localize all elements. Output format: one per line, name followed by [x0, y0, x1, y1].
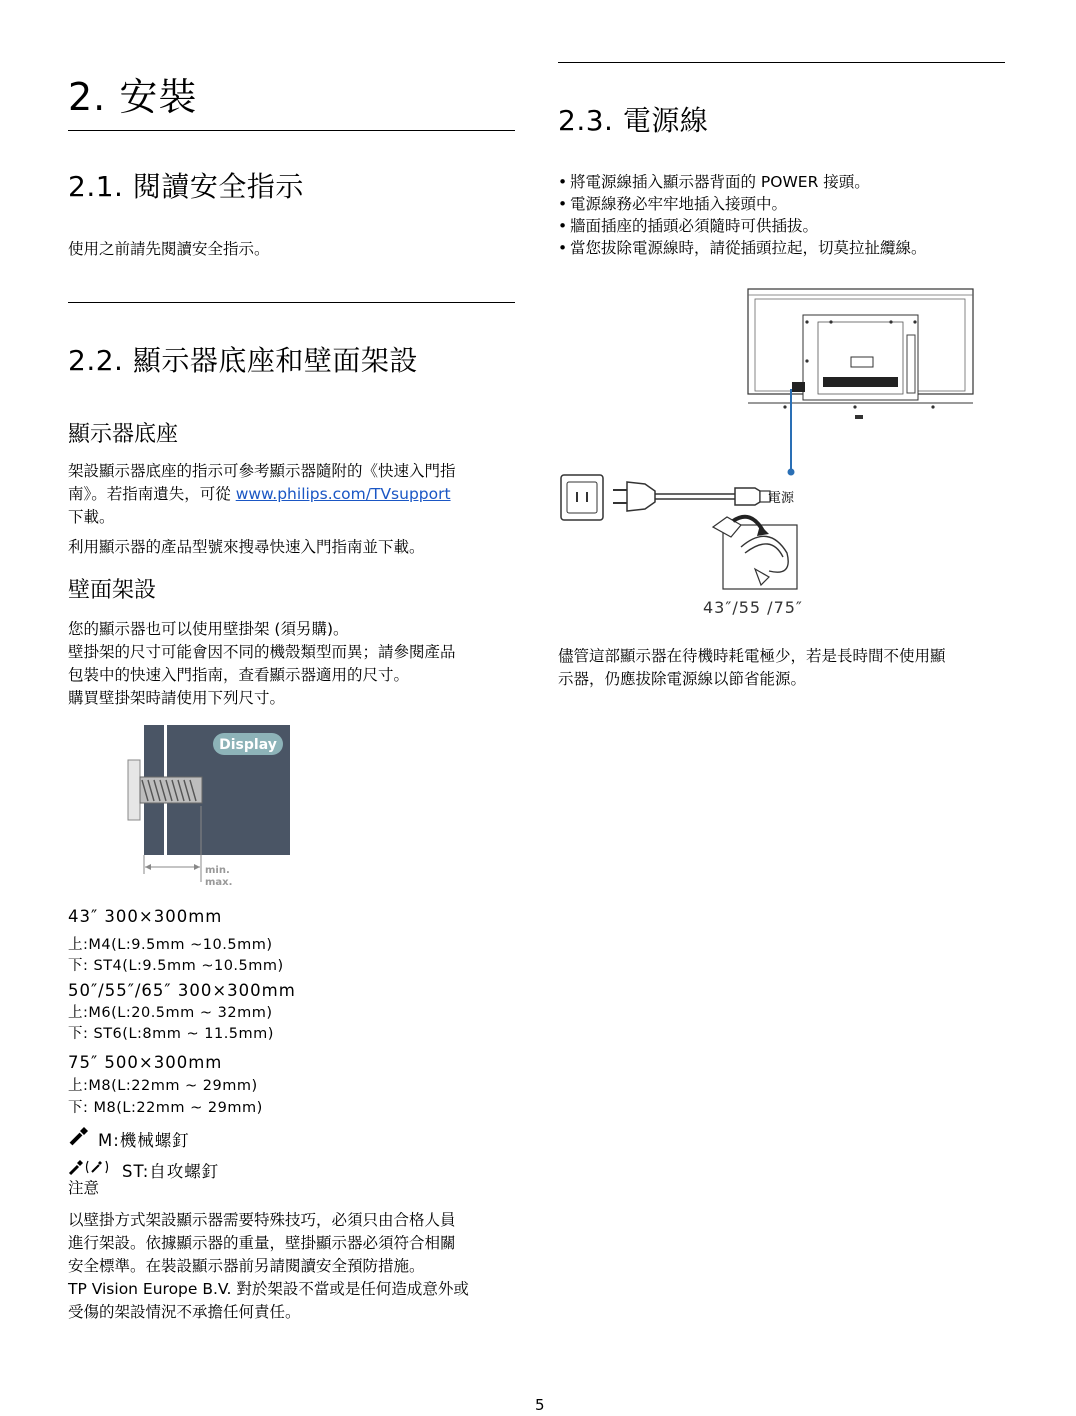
- wall-line: 您的顯示器也可以使用壁掛架 (須另購)。: [68, 620, 349, 638]
- power-label: 電源: [768, 491, 795, 506]
- spec-line: 上:M4(L:9.5mm ~10.5mm): [68, 937, 273, 953]
- stand-line-1: 架設顯示器底座的指示可參考顯示器隨附的《快速入門指: [68, 462, 456, 480]
- stand-line-2: [68, 483, 518, 506]
- note-heading: 注意: [68, 1179, 100, 1197]
- model-sizes-label: 43″/55 /75″: [703, 598, 803, 615]
- spec-head-43: 43″ 300×300mm: [68, 907, 223, 926]
- spec-line: 下: ST6(L:8mm ~ 11.5mm): [68, 1026, 274, 1042]
- wall-paragraph: [68, 618, 518, 710]
- stand-paragraph: [68, 460, 518, 529]
- section-2-1-text: 使用之前請先閱讀安全指示。: [68, 240, 270, 258]
- bullet-item: • 當您拔除電源線時，請從插頭拉起，切莫拉扯纜線。: [558, 237, 927, 259]
- stand-heading: 顯示器底座: [68, 422, 179, 447]
- spec-line: 下: M8(L:22mm ~ 29mm): [68, 1100, 263, 1116]
- bullet-item: • 將電源線插入顯示器背面的 POWER 接頭。: [558, 171, 927, 193]
- note-line: 以壁掛方式架設顯示器需要特殊技巧，必須只由合格人員: [68, 1211, 456, 1229]
- standby-line: 示器，仍應拔除電源線以節省能源。: [558, 670, 807, 688]
- section-2-2-title: 2.2. 顯示器底座和壁面架設: [68, 344, 418, 377]
- wall-line: 購買壁掛架時請使用下列尺寸。: [68, 689, 286, 707]
- bullet-item: • 電源線務必牢牢地插入接頭中。: [558, 193, 927, 215]
- spec-head-50-55-65: 50″/55″/65″ 300×300mm: [68, 981, 296, 1000]
- page-number: 5: [535, 1396, 545, 1414]
- note-line: TP Vision Europe B.V. 對於架設不當或是任何造成意外或: [68, 1280, 469, 1298]
- max-label: max.: [205, 877, 233, 888]
- wall-plate: [128, 760, 140, 820]
- stand-paragraph-2: 利用顯示器的產品型號來搜尋快速入門指南並下載。: [68, 538, 425, 556]
- power-cord-bullets: [558, 171, 927, 259]
- section-2-1-title: 2.1. 閱讀安全指示: [68, 170, 304, 203]
- connector-detail: [713, 517, 797, 589]
- spec-head-75: 75″ 500×300mm: [68, 1053, 223, 1072]
- min-label: min.: [205, 865, 230, 876]
- self-tapping-screw-icon: [68, 1157, 118, 1177]
- tv-rear-view: [748, 289, 973, 419]
- divider: [68, 130, 515, 131]
- power-cord-illustration: [555, 285, 985, 615]
- standby-line: 儘管這部顯示器在待機時耗電極少，若是長時間不使用顯: [558, 647, 946, 665]
- callout-dot: [788, 469, 795, 476]
- machine-screw-icon: [68, 1125, 90, 1147]
- note-line: 受傷的架設情況不承擔任何責任。: [68, 1303, 301, 1321]
- screw: [140, 777, 202, 803]
- spec-line: 上:M6(L:20.5mm ~ 32mm): [68, 1005, 273, 1021]
- standby-paragraph: [558, 645, 1008, 691]
- divider: [68, 302, 515, 303]
- stand-line-3: 下載。: [68, 508, 115, 526]
- spec-line: 下: ST4(L:9.5mm ~10.5mm): [68, 958, 284, 974]
- wall-heading: 壁面架設: [68, 578, 157, 603]
- wall-outlet-icon: [561, 475, 603, 520]
- wall-mount-illustration: [125, 722, 305, 892]
- bullet-item: • 牆面插座的插頭必須隨時可供插拔。: [558, 215, 927, 237]
- wall-line: 壁掛架的尺寸可能會因不同的機殼類型而異；請參閱產品: [68, 643, 456, 661]
- divider: [558, 62, 1005, 63]
- wall-line: 包裝中的快速入門指南，查看顯示器適用的尺寸。: [68, 666, 410, 684]
- section-2-3-title: 2.3. 電源線: [558, 104, 709, 137]
- note-line: 安全標準。在裝設顯示器前另請閱讀安全預防措施。: [68, 1257, 425, 1275]
- note-line: 進行架設。依據顯示器的重量，壁掛顯示器必須符合相關: [68, 1234, 456, 1252]
- stand-line-2-text: 南》。若指南遺失，可從: [68, 485, 236, 503]
- philips-support-link[interactable]: www.philips.com/TVsupport: [235, 485, 451, 503]
- display-badge-label: Display: [219, 737, 277, 753]
- spec-line: 上:M8(L:22mm ~ 29mm): [68, 1078, 258, 1094]
- chapter-title: 2. 安裝: [68, 75, 198, 119]
- legend-self-tapping-screw: ST:自攻螺釘: [122, 1162, 220, 1181]
- legend-machine-screw: M:機械螺釘: [98, 1131, 190, 1150]
- power-plug-icon: [613, 482, 770, 511]
- note-paragraph: [68, 1209, 518, 1324]
